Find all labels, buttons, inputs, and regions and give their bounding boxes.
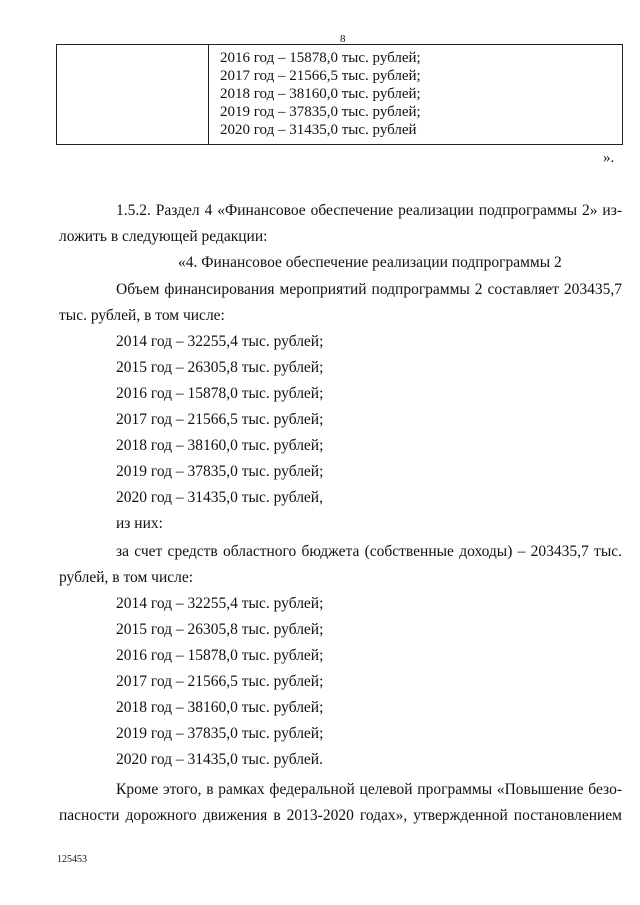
- table-left-cell: [57, 45, 209, 144]
- list-item: 2020 год – 31435,0 тыс. рублей.: [116, 751, 323, 768]
- quote-close-mark: ».: [603, 150, 615, 166]
- document-code: 125453: [57, 854, 87, 865]
- table-line: 2020 год – 31435,0 тыс. рублей: [220, 122, 417, 138]
- list-item: 2016 год – 15878,0 тыс. рублей;: [116, 647, 324, 664]
- list-item: 2017 год – 21566,5 тыс. рублей;: [116, 673, 324, 690]
- paragraph-line: рублей, в том числе:: [59, 569, 194, 586]
- table-right-cell: [220, 49, 421, 139]
- table-line: 2017 год – 21566,5 тыс. рублей;: [220, 68, 421, 84]
- table-line: 2018 год – 38160,0 тыс. рублей;: [220, 86, 421, 102]
- paragraph-line: Кроме этого, в рамках федеральной целевой программы «Повышение безо-: [116, 781, 622, 798]
- list-item: 2014 год – 32255,4 тыс. рублей;: [116, 333, 324, 350]
- list-item: 2015 год – 26305,8 тыс. рублей;: [116, 359, 324, 376]
- list-item: 2018 год – 38160,0 тыс. рублей;: [116, 699, 324, 716]
- section-heading: «4. Финансовое обеспечение реализации подпрограммы 2: [178, 254, 562, 271]
- continued-table: [56, 44, 623, 145]
- page-number: 8: [340, 33, 346, 45]
- table-line: 2019 год – 37835,0 тыс. рублей;: [220, 104, 421, 120]
- list-item: 2017 год – 21566,5 тыс. рублей;: [116, 411, 324, 428]
- paragraph-line: Объем финансирования мероприятий подпрограммы 2 составляет 203435,7: [116, 281, 622, 298]
- list-item: 2016 год – 15878,0 тыс. рублей;: [116, 385, 324, 402]
- list-item: 2020 год – 31435,0 тыс. рублей,: [116, 489, 323, 506]
- paragraph-line: ложить в следующей редакции:: [59, 228, 268, 245]
- paragraph-line: за счет средств областного бюджета (собственные доходы) – 203435,7 тыс.: [116, 543, 622, 560]
- list-item: 2018 год – 38160,0 тыс. рублей;: [116, 437, 324, 454]
- paragraph-line: 1.5.2. Раздел 4 «Финансовое обеспечение реализации подпрограммы 2» из-: [116, 202, 622, 219]
- paragraph-line: пасности дорожного движения в 2013-2020 годах», утвержденной постановлением: [59, 807, 622, 824]
- paragraph-line: из них:: [116, 515, 163, 532]
- list-item: 2019 год – 37835,0 тыс. рублей;: [116, 463, 324, 480]
- list-item: 2019 год – 37835,0 тыс. рублей;: [116, 725, 324, 742]
- paragraph-line: тыс. рублей, в том числе:: [59, 307, 225, 324]
- list-item: 2015 год – 26305,8 тыс. рублей;: [116, 621, 324, 638]
- table-line: 2016 год – 15878,0 тыс. рублей;: [220, 50, 421, 66]
- list-item: 2014 год – 32255,4 тыс. рублей;: [116, 595, 324, 612]
